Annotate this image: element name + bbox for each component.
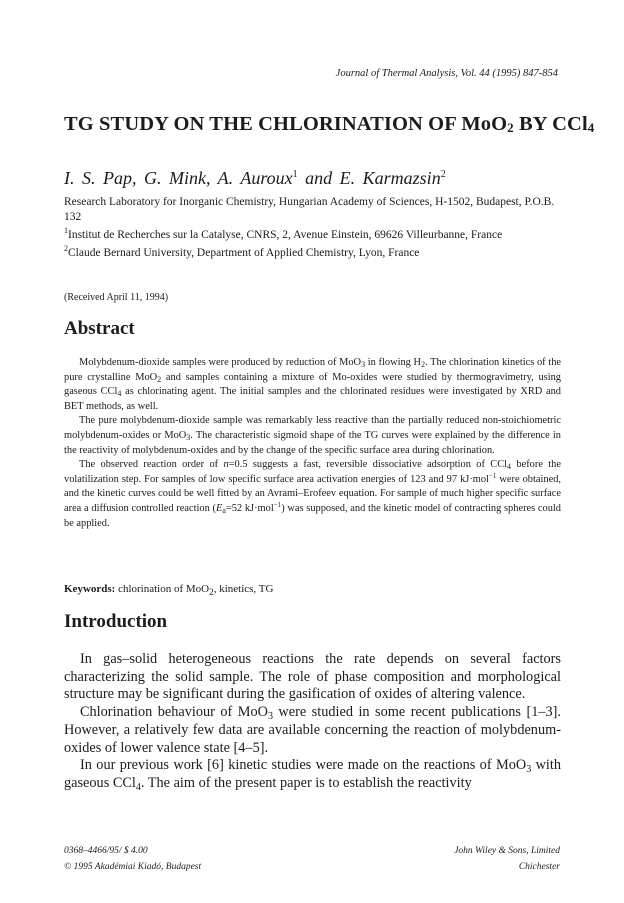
author-name: E. Karmazsin	[339, 168, 441, 188]
abstract-paragraph: The pure molybdenum-dioxide sample was remarkably less reactive than the partially reduced non-stoichiometric molybdenum-oxides or MoO$_3$. The characteristic sigmoid shape of the TG curves were explained by the difference in the reactivity of molybdenum-oxides and by the change of the specific surface area during chlorination.	[64, 415, 561, 456]
intro-paragraph: In gas–solid heterogeneous reactions the rate depends on several factors characterizing the solid sample. The role of phase composition and morphological structure may be significant during the gasification of oxides of altering valence.	[64, 651, 561, 703]
issn-price: 0368–4466/95/ $ 4.00	[64, 846, 148, 856]
received-date: (Received April 11, 1994)	[64, 292, 169, 303]
publisher-city: Chichester	[518, 862, 560, 872]
paper-title: TG STUDY ON THE CHLORINATION OF MoO$_2$ BY CCl$_4$	[64, 113, 595, 135]
abstract-paragraph: The observed reaction order of n=0.5 suggests a fast, reversible dissociative adsorption of CCl$_4$ before the volatilization step. For samples of low specific surface area activation energies of 123 and 97 kJ·mol$^{-1}$ were obtained, and the kinetic curves could be well fitted by an Avrami–Erofeev equation. For sample of much higher specific surface area a diffusion controlled reaction ($E_a=52$ kJ·mol$^{-1}$) was supposed, and the kinetic model of contracting spheres could be applied.	[64, 459, 561, 529]
author-name: G. Mink,	[144, 168, 211, 188]
affiliation-main: Research Laboratory for Inorganic Chemistry, Hungarian Academy of Sciences, H-1502, Budapest, P.O.B. 132	[64, 196, 555, 223]
intro-paragraph: In our previous work [6] kinetic studies were made on the reactions of MoO$_3$ with gaseous CCl$_4$. The aim of the present paper is to establish the reactivity	[64, 757, 561, 793]
footer-right	[454, 843, 560, 875]
keywords: Keywords: chlorination of MoO$_2$, kinetics, TG	[64, 583, 274, 598]
journal-reference: Journal of Thermal Analysis, Vol. 44 (1995) 847-854	[335, 68, 558, 79]
affiliations	[64, 195, 564, 261]
publisher: John Wiley & Sons, Limited	[454, 846, 560, 856]
introduction-body	[64, 651, 561, 793]
keywords-label: Keywords:	[64, 583, 116, 595]
affiliation-2: $^2$Claude Bernard University, Department of Applied Chemistry, Lyon, France	[64, 244, 420, 260]
author-conjunction: and	[305, 168, 333, 188]
abstract-body	[64, 356, 561, 531]
introduction-heading: Introduction	[64, 611, 168, 632]
author-name: A. Auroux	[217, 168, 293, 188]
intro-paragraph: Chlorination behaviour of MoO$_3$ were studied in some recent publications [1–3]. However, a relatively few data are available concerning the reaction of molybdenum-oxides of lower valence state [4–5].	[64, 704, 561, 756]
footer-left	[64, 843, 201, 875]
copyright: © 1995 Akadémiai Kiadó, Budapest	[64, 862, 202, 872]
affiliation-mark: 2	[440, 169, 446, 180]
affiliation-mark: 1	[292, 169, 298, 180]
abstract-paragraph: Molybdenum-dioxide samples were produced by reduction of MoO$_3$ in flowing $H_2$. The chlorination kinetics of the pure crystalline MoO$_2$ and samples containing a mixture of Mo-oxides were studied by thermogravimetry, using gaseous CCl$_4$ as chlorinating agent. The initial samples and the chlorinated residues were investigated by XRD and BET methods, as well.	[64, 357, 562, 412]
abstract-heading: Abstract	[64, 318, 135, 339]
author-name: I. S. Pap,	[64, 168, 137, 188]
author-list	[64, 168, 584, 189]
affiliation-1: $^1$Institut de Recherches sur la Catalyse, CNRS, 2, Avenue Einstein, 69626 Villeurbanne, France	[64, 226, 503, 241]
